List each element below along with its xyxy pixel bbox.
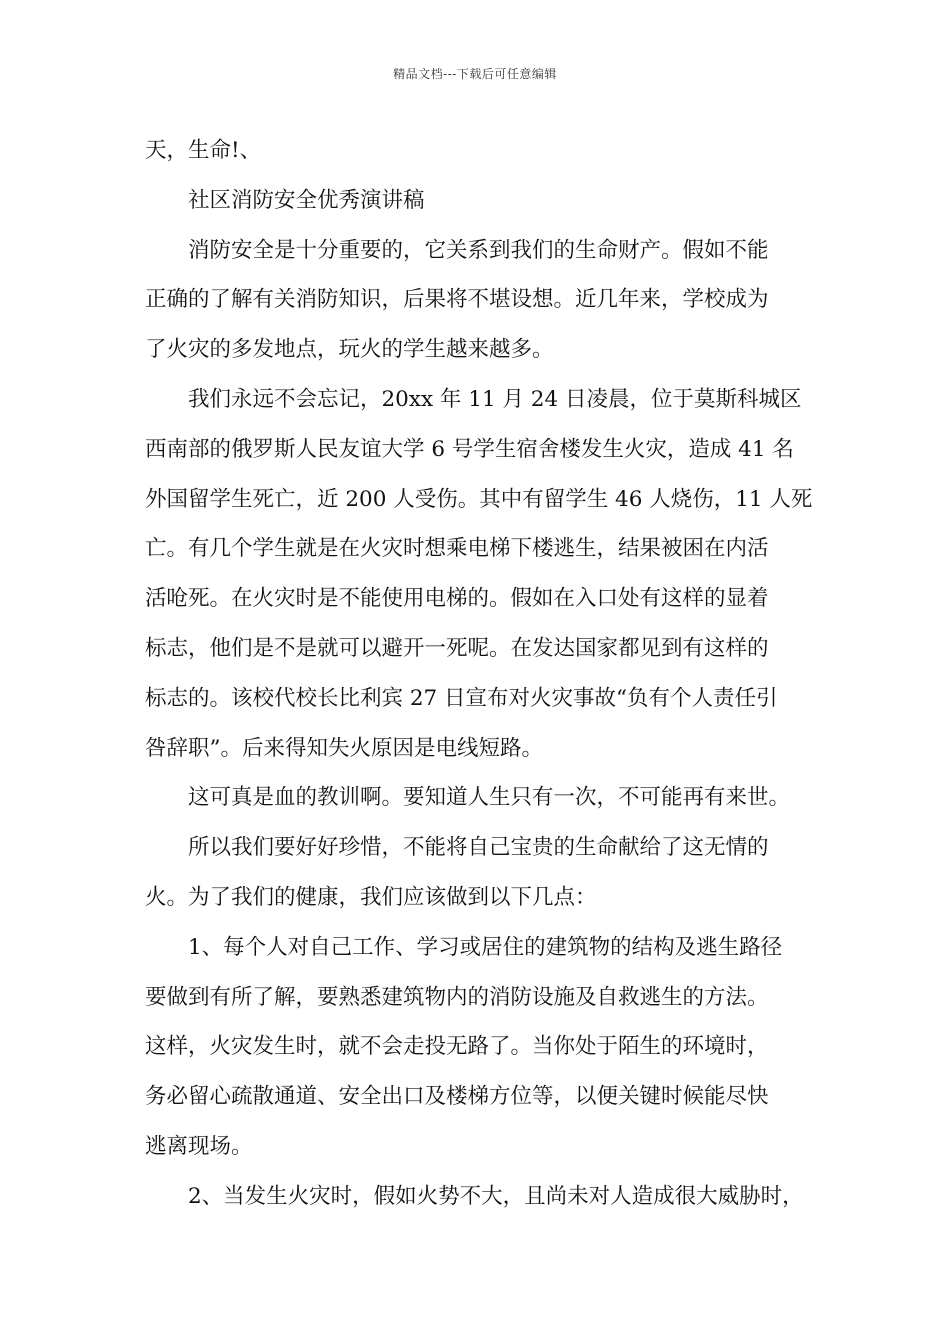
text-line: 所以我们要好好珍惜，不能将自己宝贵的生命献给了这无情的 [188,835,769,861]
document-body [145,126,825,1222]
text-line: 我们永远不会忘记，20xx 年 11 月 24 日凌晨，位于莫斯科城区 [188,386,802,412]
text-line: 1、每个人对自己工作、学习或居住的建筑物的结构及逃生路径 [188,934,783,960]
text-line: 了火灾的多发地点，玩火的学生越来越多。 [145,337,554,363]
text-line: 西南部的俄罗斯人民友谊大学 6 号学生宿舍楼发生火灾，造成 41 名 [145,436,794,462]
text-line: 消防安全是十分重要的，它关系到我们的生命财产。假如不能 [188,237,769,263]
text-line: 标志，他们是不是就可以避开一死呢。在发达国家都见到有这样的 [145,635,769,661]
paragraph-4 [145,375,825,773]
text-line: 咎辞职”。后来得知失火原因是电线短路。 [145,735,543,761]
paragraph-8 [145,1172,825,1222]
text-line: 外国留学生死亡，近 200 人受伤。其中有留学生 46 人烧伤，11 人死 [145,486,813,512]
section-title [145,176,825,226]
paragraph-5 [145,773,825,823]
text-line: 天，生命!、 [145,138,262,163]
text-line: 标志的。该校代校长比利宾 27 日宣布对火灾事故“负有个人责任引 [145,685,778,711]
paragraph-1 [145,126,825,176]
text-line: 这可真是血的教训啊。要知道人生只有一次，不可能再有来世。 [188,785,791,811]
text-line: 活呛死。在火灾时是不能使用电梯的。假如在入口处有这样的显着 [145,586,769,612]
text-line: 火。为了我们的健康，我们应该做到以下几点： [145,884,597,910]
paragraph-6 [145,823,825,923]
text-line: 亡。有几个学生就是在火灾时想乘电梯下楼逃生，结果被困在内活 [145,536,769,562]
text-line: 要做到有所了解，要熟悉建筑物内的消防设施及自救逃生的方法。 [145,984,769,1010]
page-header: 精品文档---下载后可任意编辑 [393,67,557,81]
text-line: 这样，火灾发生时，就不会走投无路了。当你处于陌生的环境时， [145,1034,769,1060]
text-line: 逃离现场。 [145,1133,253,1159]
paragraph-3 [145,226,825,375]
text-line: 社区消防安全优秀演讲稿 [188,187,425,213]
text-line: 务必留心疏散通道、安全出口及楼梯方位等，以便关键时候能尽快 [145,1084,769,1110]
paragraph-7 [145,923,825,1172]
text-line: 2、当发生火灾时，假如火势不大，且尚未对人造成很大威胁时， [188,1183,804,1209]
text-line: 正确的了解有关消防知识，后果将不堪设想。近几年来，学校成为 [145,287,769,313]
